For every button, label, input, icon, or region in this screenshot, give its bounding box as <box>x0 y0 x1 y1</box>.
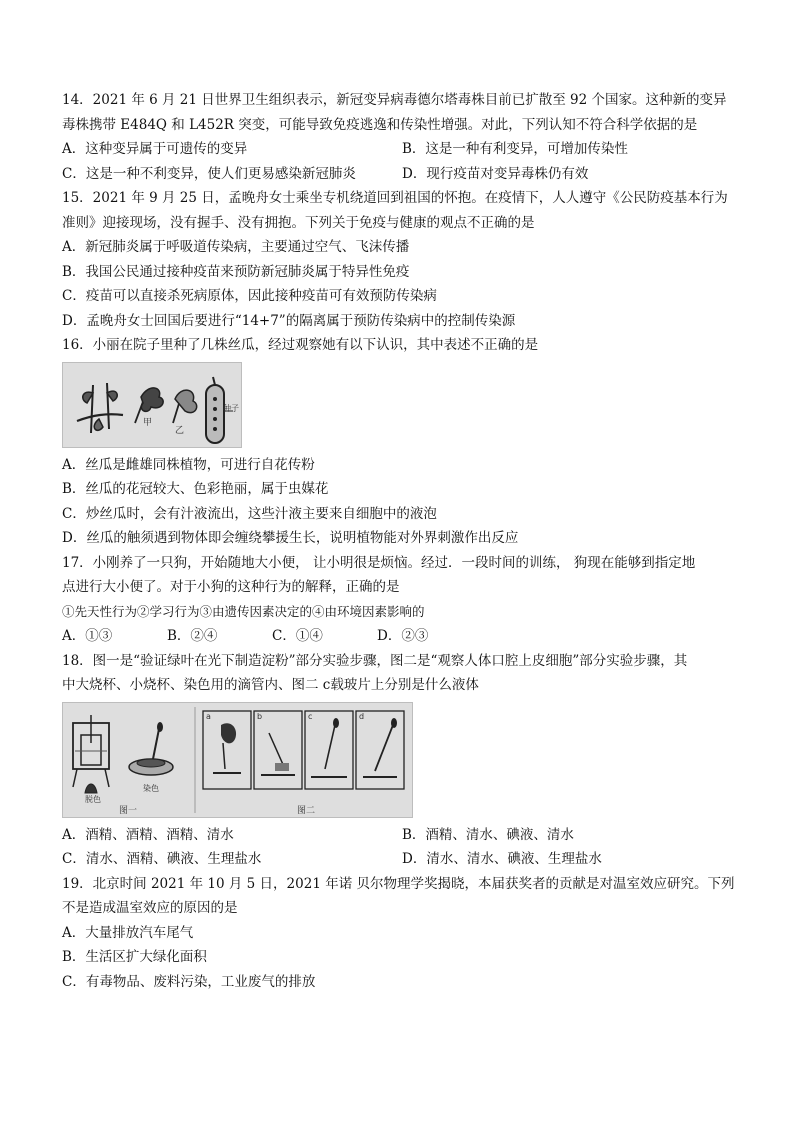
question-14-option-b[interactable]: B．这是一种有利变异，可增加传染性 <box>402 141 628 157</box>
question-15-option-c[interactable]: C．疫苗可以直接杀死病原体，因此接种疫苗可有效预防传染病 <box>62 288 437 304</box>
question-16-stem: 16．小丽在院子里种了几株丝瓜，经过观察她有以下认识，其中表述不正确的是 <box>62 337 539 353</box>
question-19-option-b[interactable]: B．生活区扩大绿化面积 <box>62 949 207 965</box>
question-19-option-a[interactable]: A．大量排放汽车尾气 <box>62 924 194 941</box>
question-14-stem-line2: 毒株携带 E484Q 和 L452R 突变，可能导致免疫逃逸和传染性增强。对此，下列认知不符合科学依据的是 <box>62 116 698 133</box>
question-17-option-d[interactable]: D．②③ <box>377 628 429 644</box>
label-figure-two: 图二 <box>297 805 316 816</box>
question-17-statements: ①先天性行为②学习行为③由遗传因素决定的④由环境因素影响的 <box>62 603 425 619</box>
loofah-drawing <box>63 363 241 447</box>
question-19-stem-line2: 不是造成温室效应的原因的是 <box>62 900 238 916</box>
question-15-stem-line1: 15．2021 年 9 月 25 日，孟晚舟女士乘坐专机绕道回到祖国的怀抱。在疫情下，人人遵守《公民防疫基本行为 <box>62 190 728 206</box>
question-16-option-d[interactable]: D．丝瓜的触须遇到物体即会缠绕攀援生长，说明植物能对外界刺激作出反应 <box>62 530 519 546</box>
label-jia: 甲 <box>143 417 153 428</box>
panel-label-c: c <box>308 711 313 721</box>
question-18-option-d[interactable]: D．清水、清水、碘液、生理盐水 <box>402 851 602 867</box>
question-15-option-b[interactable]: B．我国公民通过接种疫苗来预防新冠肺炎属于特异性免疫 <box>62 263 410 280</box>
question-18-option-a[interactable]: A．酒精、酒精、酒精、清水 <box>62 826 234 843</box>
question-16-option-c[interactable]: C．炒丝瓜时，会有汁液流出，这些汁液主要来自细胞中的液泡 <box>62 505 437 522</box>
question-14-options-row1 <box>62 137 742 162</box>
experiment-figure <box>62 702 413 818</box>
label-yi: 乙 <box>175 425 185 436</box>
question-17-option-a[interactable]: A．①③ <box>62 628 113 644</box>
loofah-figure <box>62 362 242 448</box>
question-14-option-c[interactable]: C．这是一种不利变异，使人们更易感染新冠肺炎 <box>62 165 356 182</box>
question-17-stem-line2: 点进行大小便了。对于小狗的这种行为的解释，正确的是 <box>62 579 400 595</box>
question-16-option-b[interactable]: B．丝瓜的花冠较大、色彩艳丽，属于虫媒花 <box>62 481 329 497</box>
question-18-options-row1 <box>62 823 742 848</box>
label-seed: 种子 <box>223 403 239 413</box>
question-19 <box>62 872 742 995</box>
label-stain: 染色 <box>143 783 159 793</box>
question-18-options-row2 <box>62 847 742 872</box>
question-18-option-b[interactable]: B．酒精、清水、碘液、清水 <box>402 826 574 843</box>
panel-label-b: b <box>257 711 263 721</box>
question-15 <box>62 186 742 333</box>
question-14-option-d[interactable]: D．现行疫苗对变异毒株仍有效 <box>402 165 589 182</box>
question-18-stem-line1: 18．图一是“验证绿叶在光下制造淀粉”部分实验步骤，图二是“观察人体口腔上皮细胞”部分实验步骤，其 <box>62 652 688 669</box>
exam-page <box>62 88 742 994</box>
question-17-option-b[interactable]: B．②④ <box>167 628 218 644</box>
question-18-stem-line2: 中大烧杯、小烧杯、染色用的滴管内、图二 c载玻片上分别是什么液体 <box>62 677 479 693</box>
question-18 <box>62 649 742 872</box>
question-19-stem-line1: 19．北京时间 2021 年 10 月 5 日，2021 年诺 贝尔物理学奖揭晓，本届获奖者的贡献是对温室效应研究。下列 <box>62 875 735 892</box>
question-17-option-c[interactable]: C．①④ <box>272 628 323 644</box>
question-15-option-d[interactable]: D．孟晚舟女士回国后要进行“14+7”的隔离属于预防传染病中的控制传染源 <box>62 312 516 329</box>
question-14 <box>62 88 742 186</box>
question-16-option-a[interactable]: A．丝瓜是雌雄同株植物，可进行自花传粉 <box>62 456 315 473</box>
question-17 <box>62 551 742 649</box>
question-16 <box>62 333 742 551</box>
question-17-stem-line1: 17．小刚养了一只狗，开始随地大小便， 让小明很是烦恼。经过．一段时间的训练， 狗现在能够到指定地 <box>62 554 696 571</box>
question-15-stem-line2: 准则》迎接现场，没有握手、没有拥抱。下列关于免疫与健康的观点不正确的是 <box>62 214 535 231</box>
question-18-option-c[interactable]: C．清水、酒精、碘液、生理盐水 <box>62 851 262 867</box>
label-decolor: 脱色 <box>85 794 101 804</box>
label-figure-one: 图一 <box>119 805 138 816</box>
panel-label-a: a <box>206 711 211 721</box>
question-14-options-row2 <box>62 162 742 187</box>
question-14-stem-line1: 14．2021 年 6 月 21 日世界卫生组织表示，新冠变异病毒德尔塔毒株目前已扩散至 92 个国家。这种新的变异 <box>62 92 727 108</box>
question-17-options <box>62 624 742 649</box>
question-19-option-c[interactable]: C．有毒物品、废料污染，工业废气的排放 <box>62 973 316 990</box>
panel-label-d: d <box>359 711 365 721</box>
question-15-option-a[interactable]: A．新冠肺炎属于呼吸道传染病，主要通过空气、飞沫传播 <box>62 239 410 255</box>
question-14-option-a[interactable]: A．这种变异属于可遗传的变异 <box>62 141 248 157</box>
